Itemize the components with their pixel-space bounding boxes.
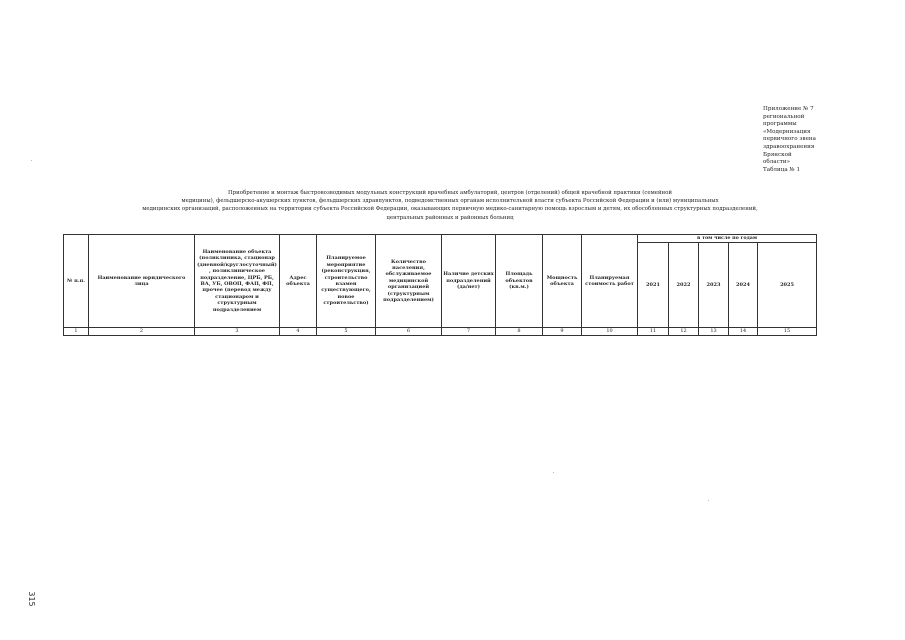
title-line: медицинских организаций, расположенных на территории субъекта Российской Федерации, оказывающих первичную медико-санитарную помощь взрослым и детям, их обособленных структурных подразделений, <box>142 206 758 213</box>
header-children-units: Наличие детских подразделений (да/нет) <box>442 235 496 328</box>
column-number: 2 <box>89 328 195 336</box>
appendix-line: Приложение № 7 <box>763 106 814 112</box>
appendix-line: области» <box>763 159 791 166</box>
column-number: 13 <box>699 328 729 336</box>
column-number: 5 <box>317 328 376 336</box>
header-number: № п.п. <box>64 235 89 328</box>
scan-speck <box>708 500 709 501</box>
document-title <box>120 189 780 222</box>
column-number: 8 <box>496 328 543 336</box>
appendix-line: первичного звена <box>763 136 816 143</box>
column-number: 6 <box>376 328 442 336</box>
appendix-line: Брянской <box>763 151 792 158</box>
appendix-line: региональной <box>763 113 805 120</box>
column-number-row <box>64 328 817 336</box>
column-number: 10 <box>582 328 638 336</box>
title-line: медицины), фельдшерско-акушерских пунктов, фельдшерских здравпунктов, подведомственных органам исполнительной власти субъекта Российской Федерации и (или) муниципальных <box>181 198 719 205</box>
column-number: 4 <box>280 328 317 336</box>
column-number: 11 <box>638 328 669 336</box>
column-number: 9 <box>543 328 582 336</box>
column-number: 15 <box>758 328 817 336</box>
column-number: 12 <box>669 328 699 336</box>
title-line: центральных районных и районных больниц <box>386 214 514 221</box>
column-number: 7 <box>442 328 496 336</box>
scan-speck <box>553 472 554 473</box>
header-object-name: Наименование объекта (поликлиника, стационар (дневной/круглосуточный) , поликлиническое подразделение, ЦРБ, РБ, ВА, УБ, ОВОП, ФАП, ФП, прочее (перевод между стационаром и структурным подразделением <box>195 235 280 328</box>
title-line: Приобретение и монтаж быстровозводимых модульных конструкций врачебных амбулаторий, центров (отделений) общей врачебной практики (семейной <box>228 190 672 196</box>
column-number: 1 <box>64 328 89 336</box>
header-years-group: в том числе по годам <box>638 235 817 243</box>
appendix-line: здравоохранения <box>763 143 815 150</box>
header-year-2022: 2022 <box>669 243 699 328</box>
column-number: 14 <box>729 328 758 336</box>
header-capacity: Мощность объекта <box>543 235 582 328</box>
appendix-line: «Модернизация <box>763 128 811 135</box>
header-planned-cost: Планируемая стоимость работ <box>582 235 638 328</box>
header-year-2021: 2021 <box>638 243 669 328</box>
header-object-address: Адрес объекта <box>280 235 317 328</box>
header-legal-entity: Наименование юридического лица <box>89 235 195 328</box>
data-table <box>63 234 817 336</box>
appendix-table-number: Таблица № 1 <box>763 166 801 173</box>
appendix-block <box>763 106 843 174</box>
header-population: Количество населения, обслуживаемое медицинской организацией (структурным подразделением) <box>376 235 442 328</box>
header-area: Площадь объектов (кв.м.) <box>496 235 543 328</box>
appendix-line: программы <box>763 121 797 128</box>
page-number: 315 <box>27 591 36 607</box>
header-planned-action: Планируемое мероприятие (реконструкция, строительство взамен существующего, новое строительство) <box>317 235 376 328</box>
header-year-2025: 2025 <box>758 243 817 328</box>
header-year-2023: 2023 <box>699 243 729 328</box>
scan-speck <box>31 160 32 161</box>
header-year-2024: 2024 <box>729 243 758 328</box>
column-number: 3 <box>195 328 280 336</box>
